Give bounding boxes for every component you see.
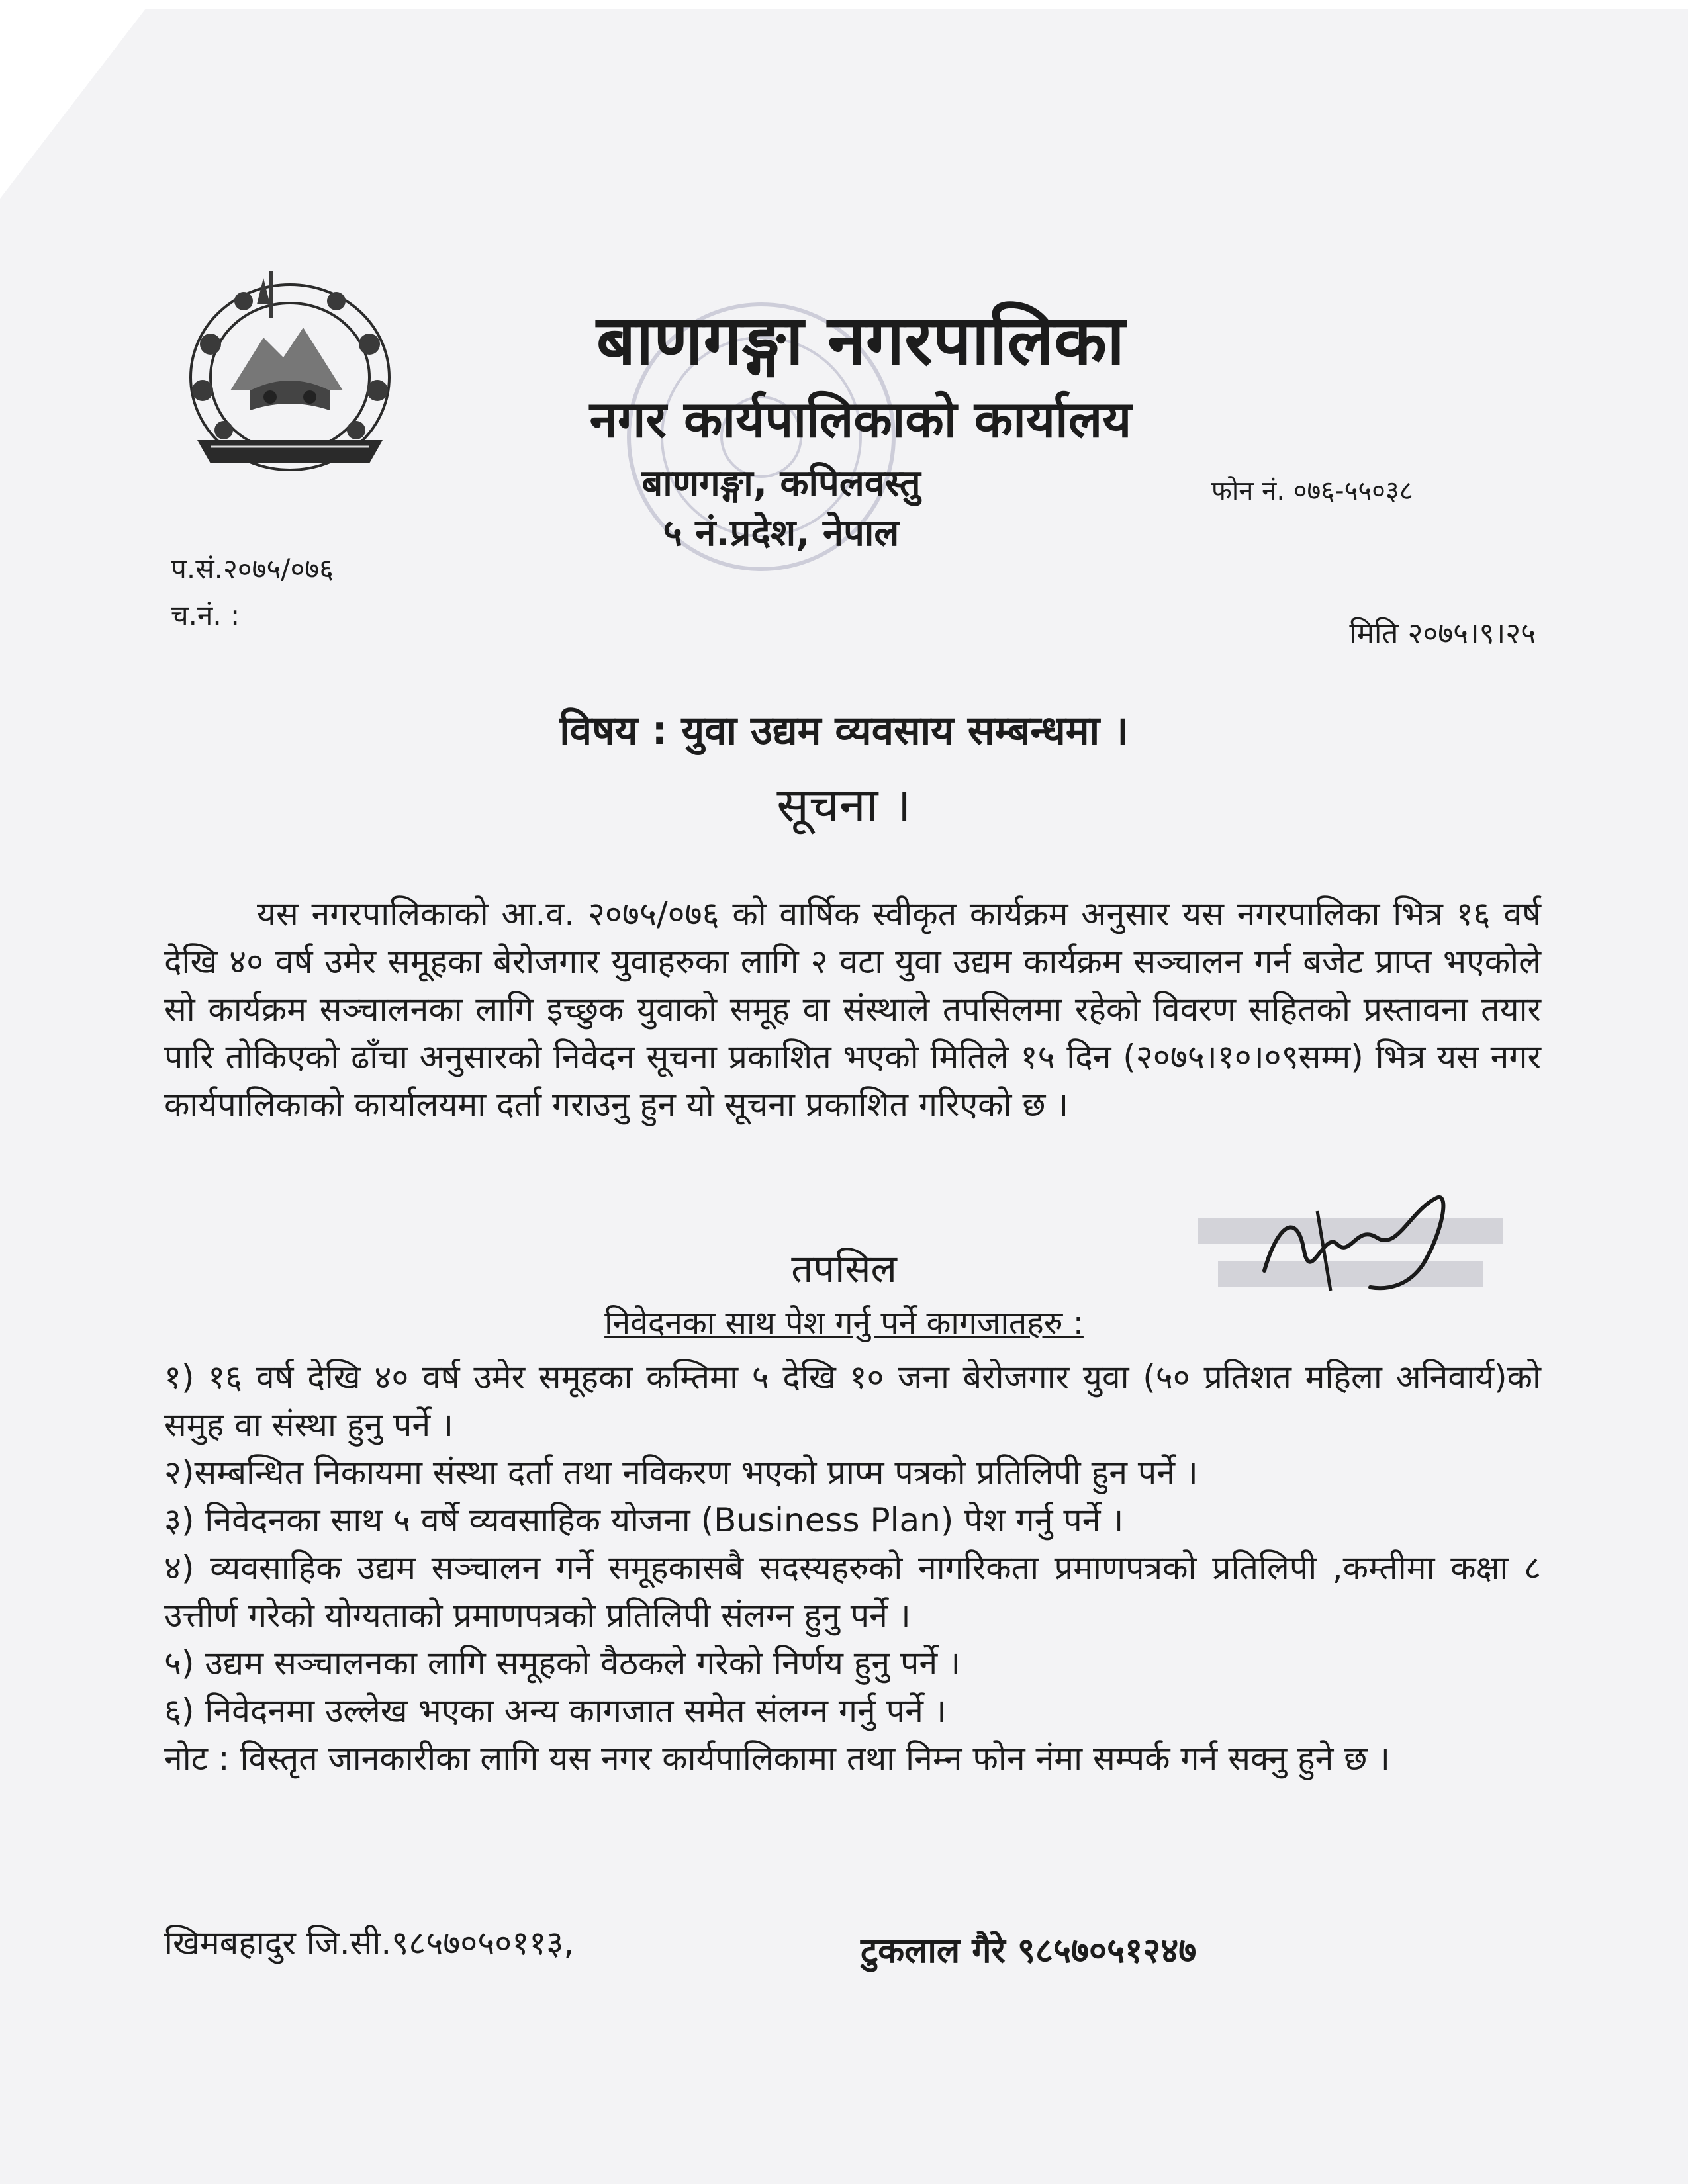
list-item: ३) निवेदनका साथ ५ वर्षे व्यवसाहिक योजना (Business Plan) पेश गर्नु पर्ने । (164, 1501, 1124, 1539)
list-item: ६) निवेदनमा उल्लेख भएका अन्य कागजात समेत संलग्न गर्नु पर्ने । (164, 1692, 947, 1730)
municipality-name: बाणगङ्गा नगरपालिका (596, 300, 1125, 381)
address-line-1: बाणगङ्गा, कपिलवस्तु (641, 462, 921, 505)
letter-reference-number: प.सं.२०७५/०७६ (171, 553, 334, 585)
list-item: ५) उद्यम सञ्चालनका लागि समूहको वैठकले गरेको निर्णय हुनु पर्ने । (164, 1644, 961, 1682)
office-phone: फोन नं. ०७६-५५०३८ (1211, 476, 1413, 506)
scan-top-edge (0, 0, 1688, 9)
annex-subheading-text: निवेदनका साथ पेश गर्नु पर्ने कागजातहरु : (604, 1304, 1084, 1342)
notice-body: यस नगरपालिकाको आ.व. २०७५/०७६ को वार्षिक स्वीकृत कार्यक्रम अनुसार यस नगरपालिका भित्र १६ वर्ष देखि ४० वर्ष उमेर समूहका बेरोजगार युवाहरुका लागि २ वटा युवा उद्यम कार्यक्रम सञ्चालन गर्न बजेट प्राप्त भएकोले सो कार्यक्रम सञ्चालनका लागि इच्छुक युवाको समूह वा संस्थाले तपसिलमा रहेको विवरण सहितको प्रस्तावना तयार पारि तोकिएको ढाँचा अनुसारको निवेदन सूचना प्रकाशित भएको मितिले १५ दिन (२०७५।१०।०९सम्म) भित्र यस नगर कार्यपालिकाको कार्यालयमा दर्ता गराउनु हुन यो सूचना प्रकाशित गरिएको छ । (164, 895, 1541, 1124)
annex-subheading (265, 1300, 1423, 1343)
torn-corner (0, 0, 152, 199)
subject-line: विषय : युवा उद्यम व्यवसाय सम्बन्धमा । (559, 707, 1129, 754)
nepal-coat-of-arms-icon (171, 265, 409, 483)
list-item: १) १६ वर्ष देखि ४० वर्ष उमेर समूहका कम्तिमा ५ देखि १० जना बेरोजगार युवा (५० प्रतिशत महिला अनिवार्य)को समुह वा संस्था हुनु पर्ने । (164, 1358, 1541, 1444)
officer-signature (1238, 1171, 1489, 1304)
list-item: ४) व्यवसाहिक उद्यम सञ्चालन गर्ने समूहकासबै सदस्यहरुको नागरिकता प्रमाणपत्रको प्रतिलिपी ,कम्तीमा कक्षा ८ उत्तीर्ण गरेको योग्यताको प्रमाणपत्रको प्रतिलिपी संलग्न हुनु पर्ने । (164, 1549, 1541, 1635)
list-item: २)सम्बन्धित निकायमा संस्था दर्ता तथा नविकरण भएको प्राप्म पत्रको प्रतिलिपी हुन पर्ने । (164, 1453, 1198, 1492)
address-line-2: ५ नं.प्रदेश, नेपाल (663, 512, 900, 555)
dispatch-number: च.नं. : (171, 599, 240, 631)
contact-person-2: टुकलाल गैरे ९८५७०५१२४७ (861, 1931, 1197, 1971)
contact-note: नोट : विस्तृत जानकारीका लागि यस नगर कार्यपालिकामा तथा निम्न फोन नंमा सम्पर्क गर्न सक्नु हुने छ । (164, 1739, 1391, 1778)
contact-person-1: खिमबहादुर जि.सी.९८५७०५०११३, (164, 1924, 575, 1962)
notice-title: सूचना । (776, 777, 912, 833)
required-documents-list (164, 1353, 1541, 1782)
letter-date: मिति २०७५।९।२५ (1349, 617, 1536, 651)
office-name: नगर कार्यपालिकाको कार्यालय (589, 390, 1132, 449)
annex-title: तपसिल (791, 1246, 897, 1291)
